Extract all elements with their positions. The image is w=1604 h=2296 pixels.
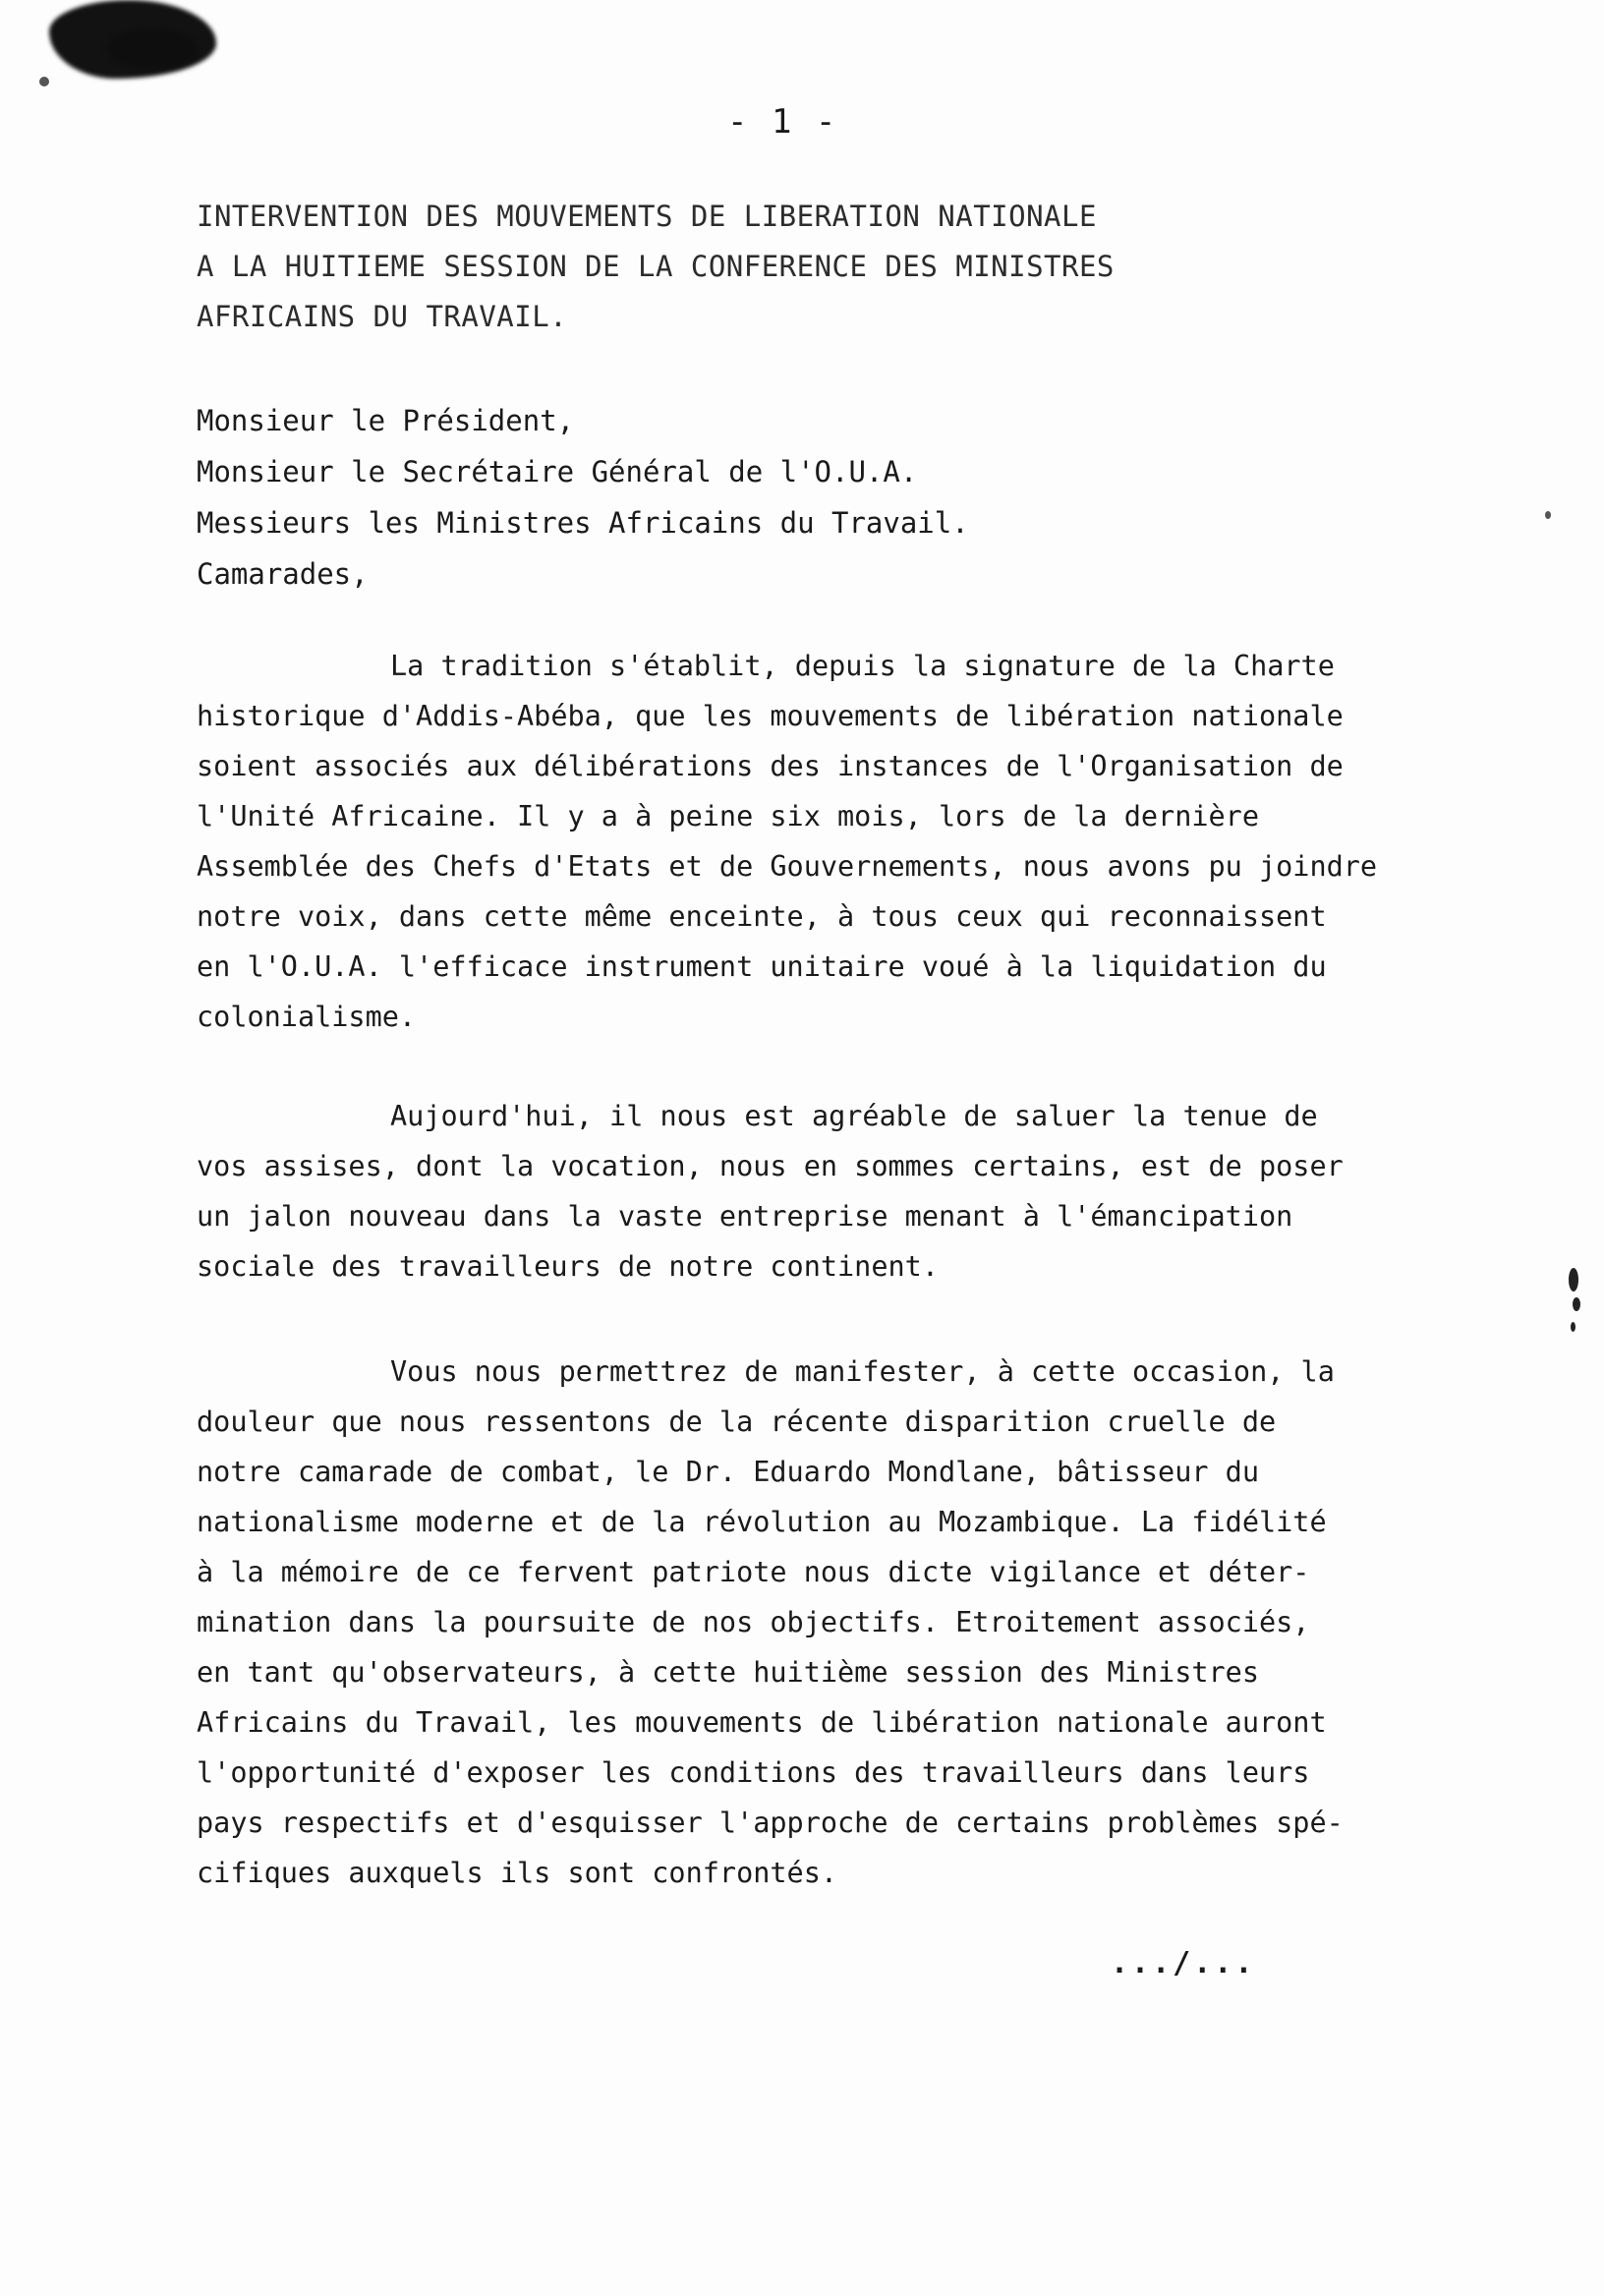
paragraph-line: Assemblée des Chefs d'Etats et de Gouvernements, nous avons pu joindre xyxy=(197,850,1378,883)
paragraph-line: en tant qu'observateurs, à cette huitième session des Ministres xyxy=(197,1656,1259,1689)
salutation-block xyxy=(197,395,969,600)
paragraph-line: douleur que nous ressentons de la récente disparition cruelle de xyxy=(197,1406,1277,1438)
paragraph-line: en l'O.U.A. l'efficace instrument unitaire voué à la liquidation du xyxy=(197,950,1327,983)
scan-speck xyxy=(1571,1322,1575,1332)
paragraph-line: colonialisme. xyxy=(197,1001,417,1033)
page-number: - 1 - xyxy=(727,102,838,142)
salutation-line: Messieurs les Ministres Africains du Travail. xyxy=(197,506,969,540)
paragraph-line: notre voix, dans cette même enceinte, à tous ceux qui reconnaissent xyxy=(197,900,1327,933)
paragraph-aujourdhui xyxy=(197,1091,1344,1292)
paragraph-line: cifiques auxquels ils sont confrontés. xyxy=(197,1857,838,1889)
paragraph-line: nationalisme moderne et de la révolution au Mozambique. La fidélité xyxy=(197,1506,1327,1538)
paragraph-line: sociale des travailleurs de notre continent. xyxy=(197,1250,939,1283)
scan-speck xyxy=(1573,1297,1580,1311)
scan-speck xyxy=(1545,511,1551,519)
document-heading xyxy=(197,192,1115,342)
paragraph-line: vos assises, dont la vocation, nous en sommes certains, est de poser xyxy=(197,1150,1344,1182)
paragraph-line: à la mémoire de ce fervent patriote nous dicte vigilance et déter- xyxy=(197,1556,1310,1588)
paragraph-mondlane xyxy=(197,1347,1344,1898)
paragraph-line: l'opportunité d'exposer les conditions des travailleurs dans leurs xyxy=(197,1756,1310,1789)
paragraph-line: un jalon nouveau dans la vaste entreprise menant à l'émancipation xyxy=(197,1200,1293,1233)
paragraph-line: soient associés aux délibérations des instances de l'Organisation de xyxy=(197,750,1344,782)
scan-artifact-blot xyxy=(108,29,197,69)
paragraph-line: Vous nous permettrez de manifester, à cette occasion, la xyxy=(390,1355,1335,1388)
salutation-line: Camarades, xyxy=(197,557,369,591)
paragraph-line: La tradition s'établit, depuis la signature de la Charte xyxy=(390,650,1335,682)
salutation-line: Monsieur le Secrétaire Général de l'O.U.A. xyxy=(197,455,918,488)
salutation-line: Monsieur le Président, xyxy=(197,404,575,437)
paragraph-line: notre camarade de combat, le Dr. Eduardo Mondlane, bâtisseur du xyxy=(197,1456,1259,1488)
continuation-marker: .../... xyxy=(1111,1946,1256,1980)
paragraph-line: pays respectifs et d'esquisser l'approche de certains problèmes spé- xyxy=(197,1807,1344,1839)
paragraph-tradition xyxy=(197,641,1377,1042)
paragraph-line: mination dans la poursuite de nos objectifs. Etroitement associés, xyxy=(197,1606,1310,1638)
heading-line: INTERVENTION DES MOUVEMENTS DE LIBERATION NATIONALE xyxy=(197,200,1097,233)
heading-line: AFRICAINS DU TRAVAIL. xyxy=(197,300,568,333)
paragraph-line: Aujourd'hui, il nous est agréable de saluer la tenue de xyxy=(390,1100,1318,1132)
paragraph-line: l'Unité Africaine. Il y a à peine six mois, lors de la dernière xyxy=(197,800,1259,832)
paragraph-line: Africains du Travail, les mouvements de libération nationale auront xyxy=(197,1706,1327,1739)
scan-speck xyxy=(39,77,49,86)
scan-speck xyxy=(1569,1268,1578,1292)
heading-line: A LA HUITIEME SESSION DE LA CONFERENCE DES MINISTRES xyxy=(197,250,1115,283)
paragraph-line: historique d'Addis-Abéba, que les mouvements de libération nationale xyxy=(197,700,1344,732)
